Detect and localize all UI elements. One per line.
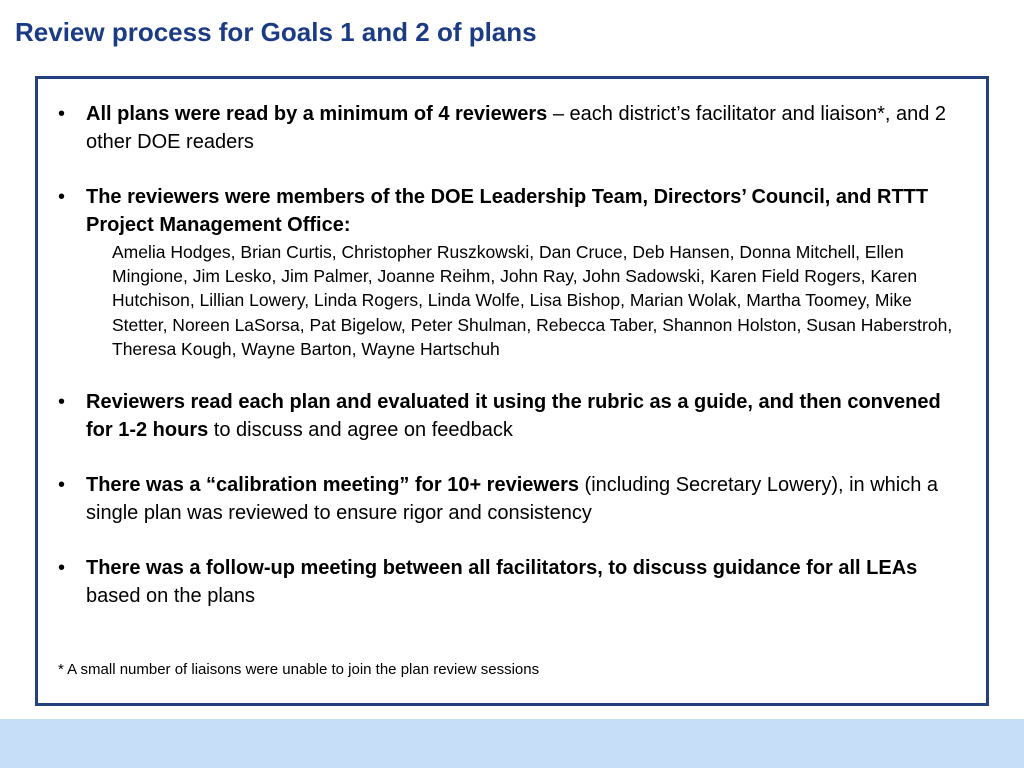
bullet-text: based on the plans bbox=[86, 585, 256, 608]
bullet-icon: • bbox=[58, 557, 66, 580]
bullet-item-min-reviewers bbox=[58, 100, 970, 156]
bullet-icon: • bbox=[58, 103, 66, 125]
reviewer-names: Amelia Hodges, Brian Curtis, Christopher Ruszkowski, Dan Cruce, Deb Hansen, Donna Mitchell, Ellen Mingione, Jim Lesko, Jim Palmer, Joanne Reihm, John Ray, John Sadowski, Karen Field Rogers, Karen Hutchison, Lillian Lowery, Linda Rogers, Linda Wolfe, Lisa Bishop, Marian Wolak, Martha Toomey, Mike Stetter, Noreen LaSorsa, Pat Bigelow, Peter Shulman, Rebecca Taber, Shannon Holston, Susan Haberstroh, Theresa Kough, Wayne Barton, Wayne Hartschuh bbox=[112, 242, 953, 359]
bullet-list bbox=[58, 100, 970, 637]
bullet-item-rubric-evaluation bbox=[58, 388, 970, 444]
slide-title: Review process for Goals 1 and 2 of plans bbox=[15, 17, 537, 47]
bullet-bold-text: Reviewers read each plan and evaluated it using the rubric as a guide, and then convened for 1-2 hours bbox=[86, 391, 941, 442]
bullet-text: – each district’s facilitator and liaison*, and 2 other DOE readers bbox=[86, 103, 947, 153]
bullet-text: (including Secretary Lowery), in which a single plan was reviewed to ensure rigor and consistency bbox=[86, 474, 939, 525]
bullet-bold-text: There was a follow-up meeting between all facilitators, to discuss guidance for all LEAs bbox=[86, 557, 918, 580]
bullet-bold-text: There was a “calibration meeting” for 10+ reviewers bbox=[86, 474, 579, 497]
bullet-icon: • bbox=[58, 186, 66, 208]
bullet-icon: • bbox=[58, 474, 66, 497]
footnote: * A small number of liaisons were unable to join the plan review sessions bbox=[58, 661, 540, 678]
content-box bbox=[35, 76, 989, 706]
bullet-item-reviewer-members bbox=[58, 183, 970, 361]
bullet-bold-text: The reviewers were members of the DOE Leadership Team, Directors’ Council, and RTTT Project Management Office: bbox=[86, 186, 929, 236]
bullet-item-follow-up-meeting bbox=[58, 554, 970, 610]
bullet-item-calibration-meeting bbox=[58, 471, 970, 527]
bullet-text: to discuss and agree on feedback bbox=[208, 419, 513, 442]
bullet-bold-text: All plans were read by a minimum of 4 reviewers bbox=[86, 103, 548, 125]
bottom-band bbox=[0, 719, 1024, 768]
bullet-icon: • bbox=[58, 391, 66, 414]
